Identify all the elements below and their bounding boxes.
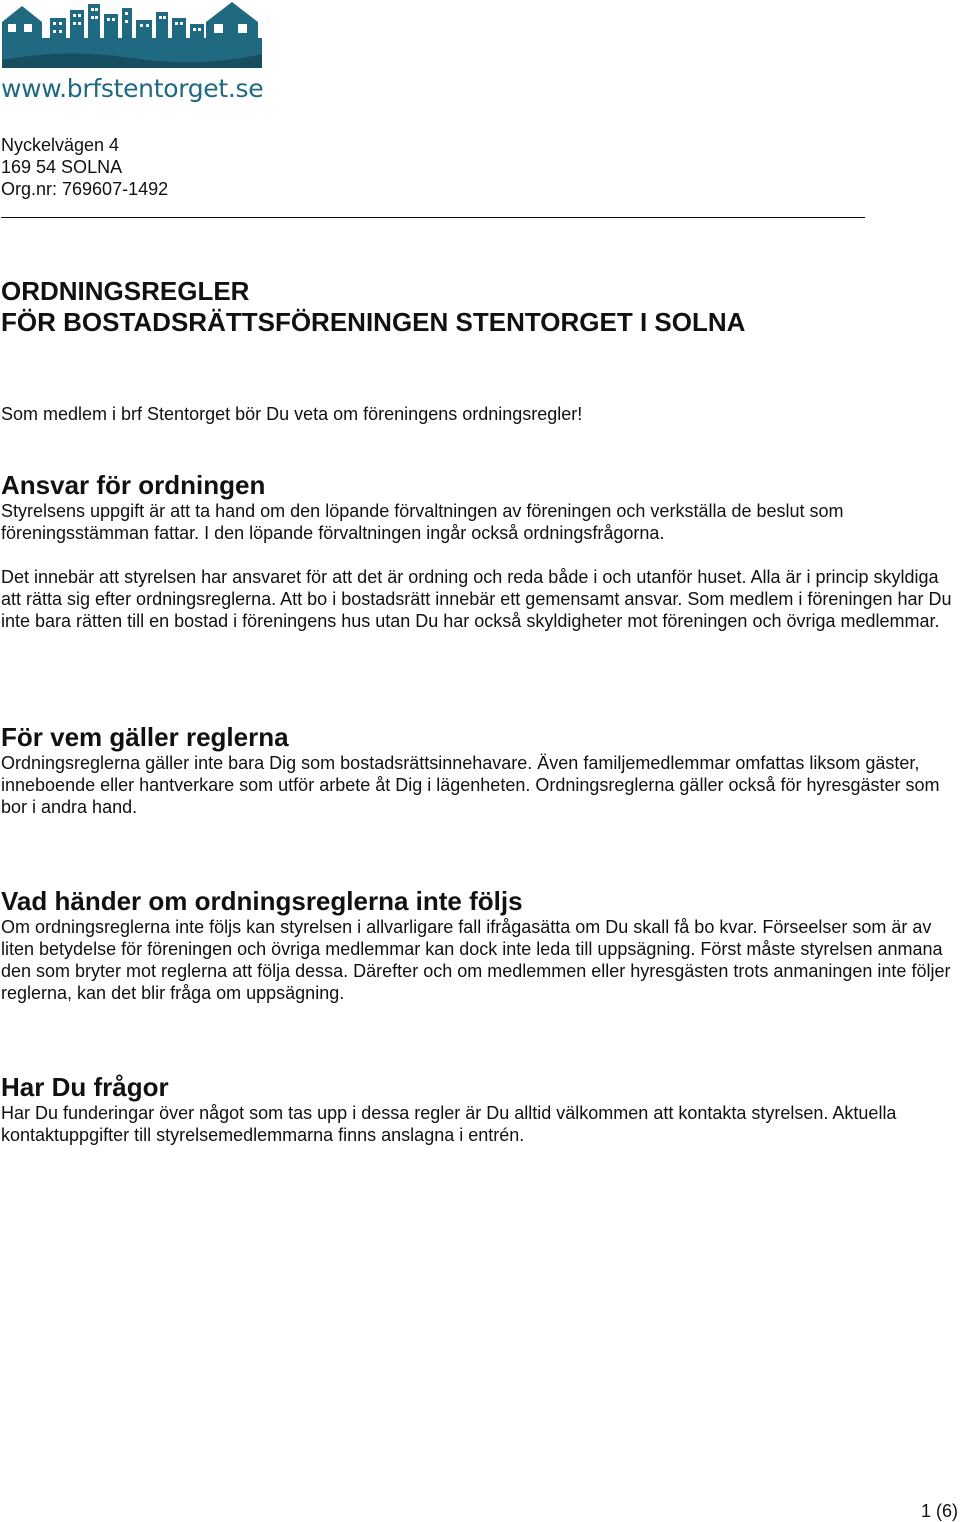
section-ansvar-paragraph-2: Det innebär att styrelsen har ansvaret för att det är ordning och reda både i och utanför huset. Alla är i princip skyldiga att rätta sig efter ordningsreglerna. Att bo i bostadsrätt innebär ett gemensamt ansvar. Som medlem i föreningen har Du inte bara rätten till en bostad i föreningens hus utan Du har också skyldigheter mot föreningen och övriga medlemmar. (1, 567, 952, 631)
section-vad-hander-paragraph: Om ordningsreglerna inte följs kan styrelsen i allvarligare fall ifrågasätta om Du skall få bo kvar. Förseelser som är av liten betydelse för föreningen och övriga medlemmar kan dock inte leda till uppsägning. Först måste styrelsen anmana den som bryter mot reglerna att följa dessa. Därefter och om medlemmen eller hyresgästen trots anmaningen inte följer reglerna, kan det blir fråga om uppsägning. (1, 917, 951, 1003)
section-ansvar-paragraph-1: Styrelsens uppgift är att ta hand om den löpande förvaltningen av föreningen och verkställa de beslut som föreningsstämman fattar. I den löpande förvaltningen ingår också ordningsfrågorna. (1, 501, 844, 543)
address-block (1, 134, 168, 200)
header-divider (1, 217, 865, 218)
section-fragor-paragraph: Har Du funderingar över något som tas upp i dessa regler är Du alltid välkommen att kontakta styrelsen. Aktuella kontaktuppgifter till styrelsemedlemmarna finns anslagna i entrén. (1, 1103, 897, 1145)
page-title (1, 276, 745, 338)
address-street: Nyckelvägen 4 (1, 135, 120, 155)
city-skyline-logo-icon (0, 0, 264, 72)
page-title-line-1: ORDNINGSREGLER (1, 276, 250, 306)
logo-url-text: www.brfstentorget.se (1, 74, 264, 103)
section-heading-vad-hander: Vad händer om ordningsreglerna inte följs (1, 886, 523, 916)
site-logo (0, 0, 264, 106)
address-orgnr: Org.nr: 769607-1492 (1, 179, 169, 199)
section-heading-fragor: Har Du frågor (1, 1072, 169, 1102)
section-heading-ansvar: Ansvar för ordningen (1, 470, 266, 500)
page-title-line-2: FÖR BOSTADSRÄTTSFÖRENINGEN STENTORGET I SOLNA (1, 307, 746, 337)
intro-paragraph: Som medlem i brf Stentorget bör Du veta om föreningens ordningsregler! (1, 404, 583, 424)
page-number: 1 (6) (920, 1501, 958, 1521)
section-heading-for-vem: För vem gäller reglerna (1, 722, 289, 752)
section-for-vem-paragraph: Ordningsreglerna gäller inte bara Dig som bostadsrättsinnehavare. Även familjemedlemmar omfattas liksom gäster, inneboende eller hantverkare som utför arbete åt Dig i lägenheten. Ordningsreglerna gäller också för hyresgäster som bor i andra hand. (1, 753, 940, 817)
address-postal: 169 54 SOLNA (1, 157, 123, 177)
